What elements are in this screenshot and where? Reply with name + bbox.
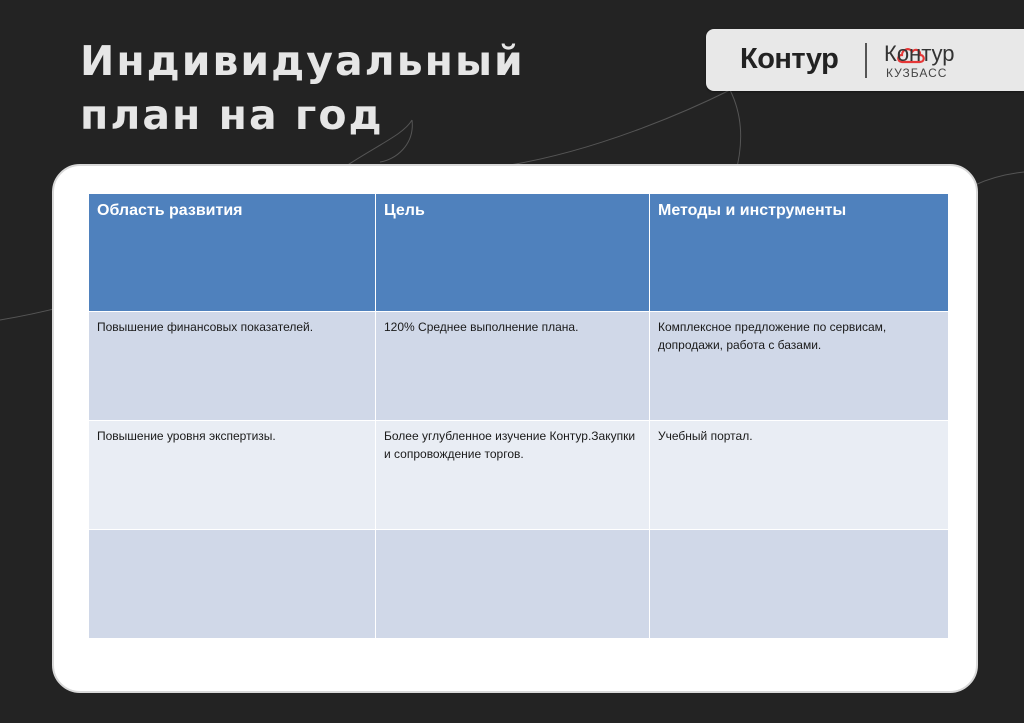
- table-cell: Комплексное предложение по сервисам, допродажи, работа с базами.: [650, 312, 949, 421]
- kontur-logo-text: Контур: [740, 43, 839, 75]
- logo-divider: [865, 43, 867, 78]
- header-methods-tools: Методы и инструменты: [650, 194, 949, 312]
- kuzbass-logo-text: КУЗБАСС: [886, 66, 948, 80]
- kontur-sub-logo-text: Контур: [884, 41, 955, 66]
- header-goal: Цель: [376, 194, 650, 312]
- table-row: [89, 421, 949, 530]
- page-title-line-2: план на год: [80, 91, 384, 139]
- table-cell: Повышение уровня экспертизы.: [89, 421, 376, 530]
- kontur-kuzbass-logo: [884, 41, 1004, 81]
- table-cell: [650, 530, 949, 639]
- table-row: [89, 312, 949, 421]
- table-header-row: [89, 194, 949, 312]
- plan-table: [88, 193, 949, 639]
- page-title: [80, 34, 525, 142]
- page-title-line-1: Индивидуальный: [80, 37, 525, 85]
- table-cell: [89, 530, 376, 639]
- table-cell: Более углубленное изучение Контур.Закупки и сопровождение торгов.: [376, 421, 650, 530]
- table-cell: 120% Среднее выполнение плана.: [376, 312, 650, 421]
- table-cell: Повышение финансовых показателей.: [89, 312, 376, 421]
- logo-panel: [706, 29, 1024, 91]
- table-cell: [376, 530, 650, 639]
- table-row: [89, 530, 949, 639]
- table-cell: Учебный портал.: [650, 421, 949, 530]
- header-development-area: Область развития: [89, 194, 376, 312]
